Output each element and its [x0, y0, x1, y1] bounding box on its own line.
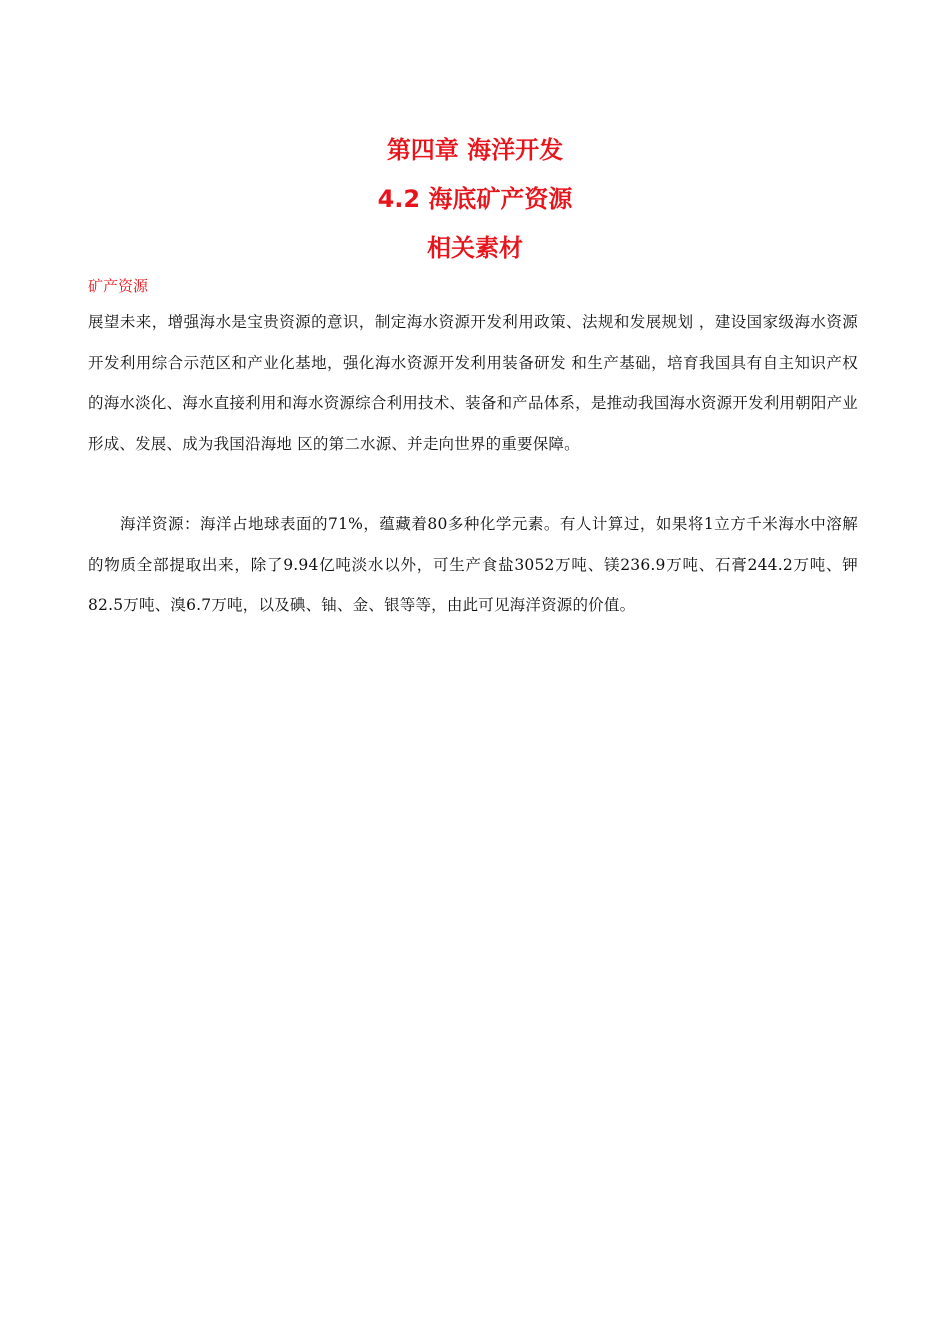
section-label: 矿产资源: [88, 277, 149, 295]
subtitle: 相关素材: [427, 234, 523, 262]
chapter-title: 第四章 海洋开发: [386, 136, 564, 164]
paragraph-ocean-resources: 海洋资源：海洋占地球表面的71%，蕴藏着80多种化学元素。有人计算过，如果将1立方千米海水中溶解的物质全部提取出来，除了9.94亿吨淡水以外，可生产食盐3052万吨、镁236.9万吨、石膏244.2万吨、钾82.5万吨、溴6.7万吨，以及碘、铀、金、银等等，由此可见海洋资源的价值。: [88, 515, 858, 614]
paragraph-outlook: 展望未来，增强海水是宝贵资源的意识，制定海水资源开发利用政策、法规和发展规划 ，建设国家级海水资源开发利用综合示范区和产业化基地，强化海水资源开发利用装备研发 和生产基础，培育我国具有自主知识产权的海水淡化、海水直接利用和海水资源综合利用技术、装备和产品体系，是推动我国海水资源开发利用朝阳产业形成、发展、成为我国沿海地 区的第二水源、并走向世界的重要保障。: [88, 313, 858, 453]
section-title: 4.2 海底矿产资源: [377, 185, 573, 213]
